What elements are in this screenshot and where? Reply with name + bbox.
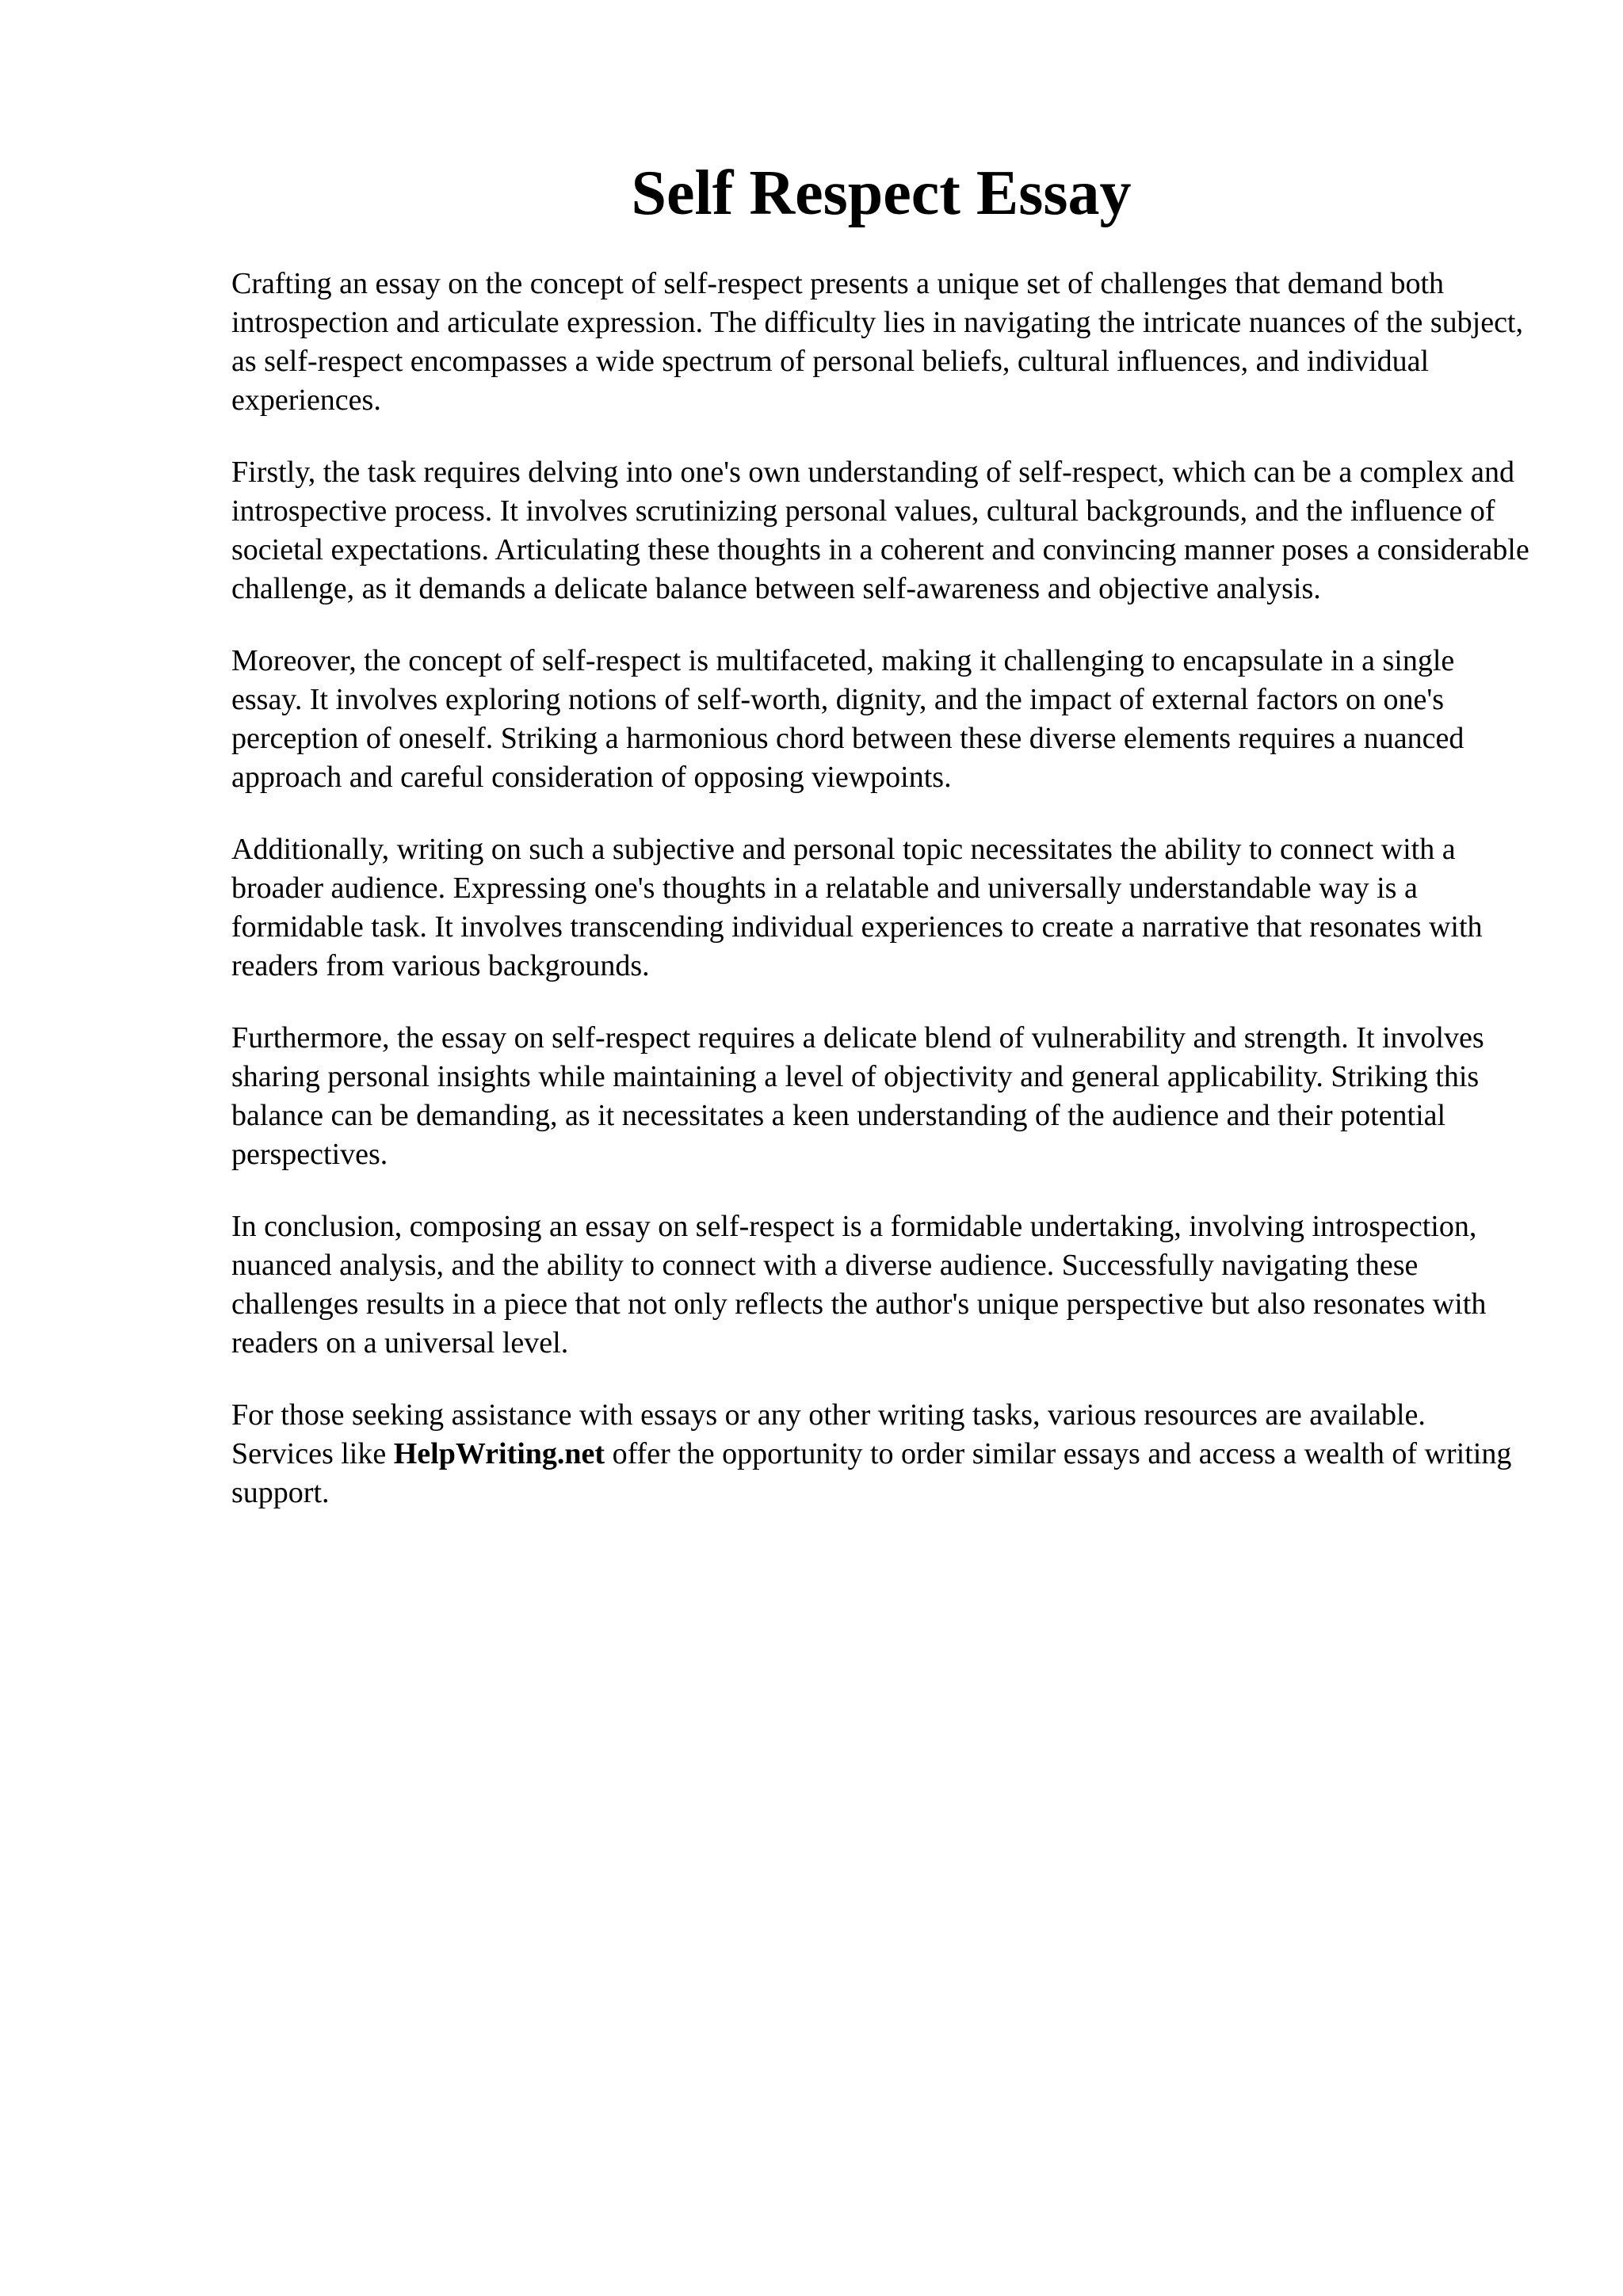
document-body (231, 265, 1531, 1512)
document-page (231, 0, 1531, 1546)
paragraph-furthermore: Furthermore, the essay on self-respect requires a delicate blend of vulnerability and strength. It involves sharing personal insights while maintaining a level of objectivity and general applicability. Striking this balance can be demanding, as it necessitates a keen understanding of the audience and their potential perspectives. (231, 1021, 1484, 1171)
closing-text-before: For those seeking assistance with essays or any other writing tasks, various resources are available. Services like (231, 1398, 1426, 1470)
paragraph-firstly: Firstly, the task requires delving into one's own understanding of self-respect, which can be a complex and introspective process. It involves scrutinizing personal values, cultural backgrounds, and the influence of societal expectations. Articulating these thoughts in a coherent and convincing manner poses a considerable challenge, as it demands a delicate balance between self-awareness and objective analysis. (231, 456, 1529, 605)
closing-text-after: offer the opportunity to order similar essays and access a wealth of writing support. (231, 1437, 1512, 1509)
paragraph-conclusion: In conclusion, composing an essay on self-respect is a formidable undertaking, involving introspection, nuanced analysis, and the ability to connect with a diverse audience. Successfully navigating these challenges results in a piece that not only reflects the author's unique perspective but also resonates with readers on a universal level. (231, 1210, 1487, 1360)
paragraph-intro: Crafting an essay on the concept of self-respect presents a unique set of challenges that demand both introspection and articulate expression. The difficulty lies in navigating the intricate nuances of the subject, as self-respect encompasses a wide spectrum of personal beliefs, cultural influences, and individual experiences. (231, 267, 1523, 417)
brand-name: HelpWriting.net (393, 1437, 605, 1470)
document-title: Self Respect Essay (631, 158, 1132, 228)
paragraph-moreover: Moreover, the concept of self-respect is multifaceted, making it challenging to encapsulate in a single essay. It involves exploring notions of self-worth, dignity, and the impact of external factors on one's perception of oneself. Striking a harmonious chord between these diverse elements requires a nuanced approach and careful consideration of opposing viewpoints. (231, 644, 1465, 794)
paragraph-additionally: Additionally, writing on such a subjective and personal topic necessitates the ability to connect with a broader audience. Expressing one's thoughts in a relatable and universally understandable way is a formidable task. It involves transcending individual experiences to create a narrative that resonates with readers from various backgrounds. (231, 833, 1483, 982)
paragraph-closing (231, 1396, 1531, 1512)
